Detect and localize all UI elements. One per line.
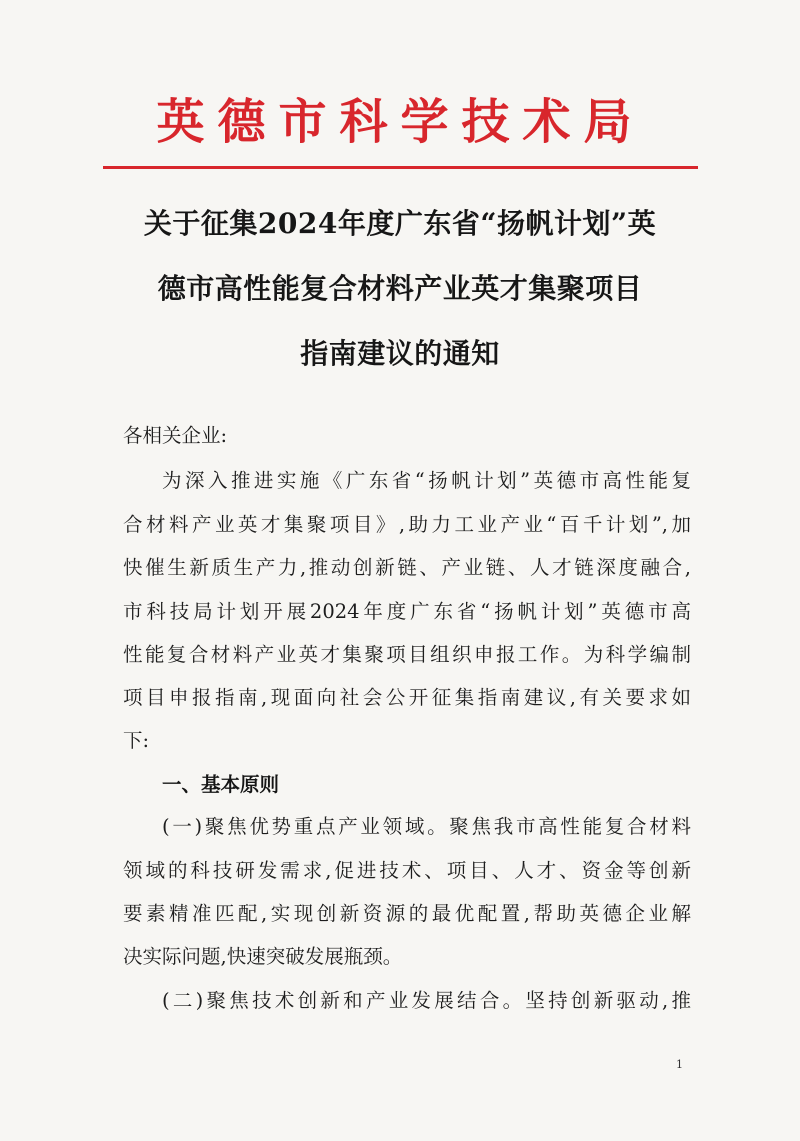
intro-line-1: 为深入推进实施《广东省“扬帆计划”英德市高性能复 bbox=[162, 469, 691, 492]
agency-letterhead: 英德市科学技术局 bbox=[156, 94, 645, 150]
principle-1-line-4: 决实际问题,快速突破发展瓶颈。 bbox=[123, 945, 403, 968]
section-heading-basic-principles: 一、基本原则 bbox=[162, 773, 280, 796]
intro-line-6: 项目申报指南,现面向社会公开征集指南建议,有关要求如 bbox=[123, 686, 691, 709]
intro-line-2: 合材料产业英才集聚项目》,助力工业产业“百千计划”,加 bbox=[123, 513, 691, 536]
notice-title-line-3: 指南建议的通知 bbox=[300, 337, 500, 370]
principle-2-line-1: (二)聚焦技术创新和产业发展结合。坚持创新驱动,推 bbox=[162, 989, 691, 1012]
notice-title-line-1: 关于征集2024年度广东省“扬帆计划”英 bbox=[143, 207, 657, 240]
principle-1-line-2: 领域的科技研发需求,促进技术、项目、人才、资金等创新 bbox=[123, 859, 691, 882]
intro-line-5: 性能复合材料产业英才集聚项目组织申报工作。为科学编制 bbox=[123, 643, 691, 666]
principle-1-line-3: 要素精准匹配,实现创新资源的最优配置,帮助英德企业解 bbox=[123, 902, 691, 925]
salutation: 各相关企业: bbox=[123, 424, 228, 447]
letterhead-red-rule bbox=[103, 166, 698, 169]
notice-title-line-2: 德市高性能复合材料产业英才集聚项目 bbox=[157, 272, 643, 305]
principle-1-line-1: (一)聚焦优势重点产业领域。聚焦我市高性能复合材料 bbox=[162, 815, 691, 838]
intro-line-3: 快催生新质生产力,推动创新链、产业链、人才链深度融合, bbox=[123, 556, 691, 579]
intro-line-4: 市科技局计划开展2024年度广东省“扬帆计划”英德市高 bbox=[123, 600, 691, 623]
page-number: 1 bbox=[676, 1058, 683, 1071]
intro-line-7: 下: bbox=[123, 729, 150, 752]
